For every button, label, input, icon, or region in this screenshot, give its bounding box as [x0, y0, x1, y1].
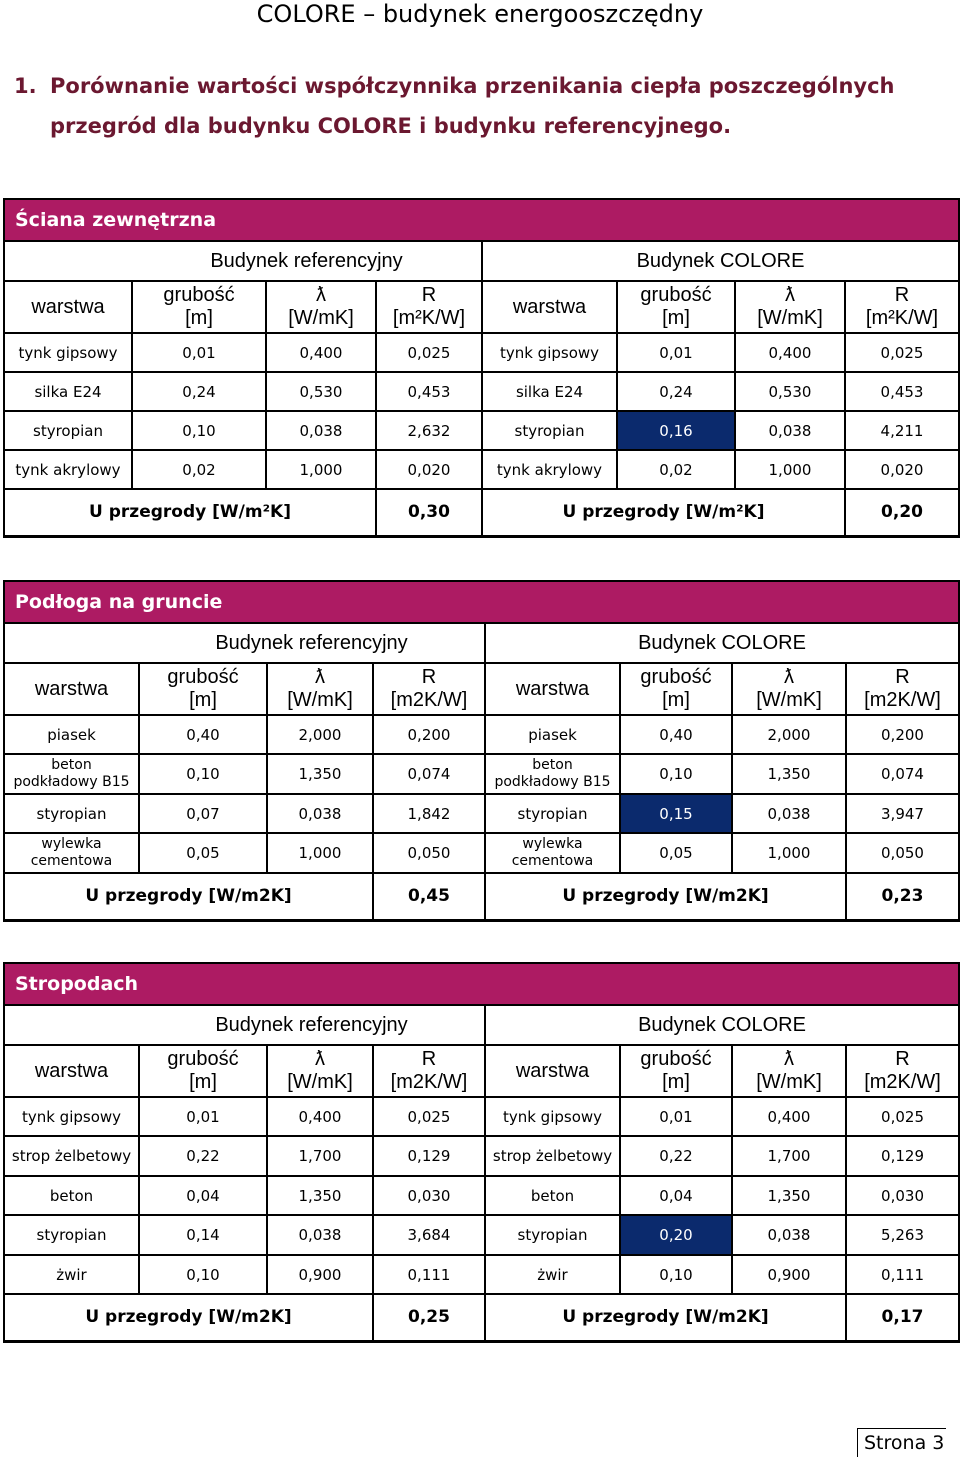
highlighted-value: 0,16	[617, 411, 735, 450]
col-thickness: grubość [m]	[139, 1045, 267, 1097]
u-label: U przegrody [W/m2K]	[485, 1294, 846, 1341]
u-value-colore: 0,20	[845, 489, 959, 536]
group-reference: Budynek referencyjny	[132, 241, 482, 281]
table-row: beton 0,04 1,350 0,030 beton 0,04 1,350 0,030	[4, 1176, 959, 1215]
table-wall	[3, 198, 960, 538]
u-label: U przegrody [W/m2K]	[4, 1294, 373, 1341]
table-row: wylewka cementowa 0,05 1,000 0,050 wylewka cementowa 0,05 1,000 0,050	[4, 833, 959, 873]
table-row: żwir 0,10 0,900 0,111 żwir 0,10 0,900 0,111	[4, 1255, 959, 1294]
u-value-reference: 0,45	[373, 873, 485, 920]
col-thickness: grubość [m]	[617, 281, 735, 333]
u-value-colore: 0,17	[846, 1294, 959, 1341]
total-row	[4, 489, 959, 536]
u-value-colore: 0,23	[846, 873, 959, 920]
col-lambda: ƛ [W/mK]	[267, 663, 373, 715]
table-title: Ściana zewnętrzna	[4, 199, 959, 241]
col-resistance: R [m²K/W]	[845, 281, 959, 333]
group-reference: Budynek referencyjny	[139, 1005, 485, 1045]
section-heading-text: Porównanie wartości współczynnika przenikania ciepła poszczególnych przegród dla budynku COLORE i budynku referencyjnego.	[50, 74, 895, 138]
col-layer: warstwa	[4, 1045, 139, 1097]
u-label: U przegrody [W/m2K]	[485, 873, 846, 920]
table-row: piasek 0,40 2,000 0,200 piasek 0,40 2,000 0,200	[4, 715, 959, 754]
col-resistance: R [m2K/W]	[846, 663, 959, 715]
page-title: COLORE – budynek energooszczędny	[256, 0, 704, 28]
u-label: U przegrody [W/m²K]	[4, 489, 376, 536]
table-roof	[3, 962, 960, 1343]
col-thickness: grubość [m]	[620, 663, 732, 715]
table-row: tynk gipsowy 0,01 0,400 0,025 tynk gipsowy 0,01 0,400 0,025	[4, 1097, 959, 1136]
table-row: tynk akrylowy 0,02 1,000 0,020 tynk akrylowy 0,02 1,000 0,020	[4, 450, 959, 489]
table-title: Stropodach	[4, 963, 959, 1005]
col-lambda: ƛ [W/mK]	[732, 1045, 846, 1097]
u-value-reference: 0,30	[376, 489, 482, 536]
col-thickness: grubość [m]	[132, 281, 266, 333]
col-lambda: ƛ [W/mK]	[266, 281, 376, 333]
col-resistance: R [m2K/W]	[373, 663, 485, 715]
u-label: U przegrody [W/m2K]	[4, 873, 373, 920]
highlighted-value: 0,15	[620, 794, 732, 833]
col-layer: warstwa	[485, 1045, 620, 1097]
col-thickness: grubość [m]	[139, 663, 267, 715]
u-label: U przegrody [W/m²K]	[482, 489, 845, 536]
table-row: silka E24 0,24 0,530 0,453 silka E24 0,24 0,530 0,453	[4, 372, 959, 411]
table-row: styropian 0,14 0,038 3,684 styropian 0,20 0,038 5,263	[4, 1215, 959, 1255]
group-reference: Budynek referencyjny	[139, 623, 485, 663]
group-colore: Budynek COLORE	[485, 1005, 959, 1045]
col-lambda: ƛ [W/mK]	[267, 1045, 373, 1097]
group-colore: Budynek COLORE	[482, 241, 959, 281]
col-layer: warstwa	[482, 281, 617, 333]
col-thickness: grubość [m]	[620, 1045, 732, 1097]
col-resistance: R [m2K/W]	[846, 1045, 959, 1097]
group-colore: Budynek COLORE	[485, 623, 959, 663]
col-lambda: ƛ [W/mK]	[735, 281, 845, 333]
total-row	[4, 1294, 959, 1341]
highlighted-value: 0,20	[620, 1215, 732, 1255]
page-number: Strona 3	[857, 1428, 946, 1457]
col-layer: warstwa	[485, 663, 620, 715]
u-value-reference: 0,25	[373, 1294, 485, 1341]
table-floor	[3, 580, 960, 922]
table-row: beton podkładowy B15 0,10 1,350 0,074 beton podkładowy B15 0,10 1,350 0,074	[4, 754, 959, 794]
col-layer: warstwa	[4, 663, 139, 715]
total-row	[4, 873, 959, 920]
table-row: styropian 0,10 0,038 2,632 styropian 0,16 0,038 4,211	[4, 411, 959, 450]
col-resistance: R [m²K/W]	[376, 281, 482, 333]
table-row: strop żelbetowy 0,22 1,700 0,129 strop żelbetowy 0,22 1,700 0,129	[4, 1136, 959, 1176]
table-row: tynk gipsowy 0,01 0,400 0,025 tynk gipsowy 0,01 0,400 0,025	[4, 333, 959, 372]
col-layer: warstwa	[4, 281, 132, 333]
table-title: Podłoga na gruncie	[4, 581, 959, 623]
col-lambda: ƛ [W/mK]	[732, 663, 846, 715]
col-resistance: R [m2K/W]	[373, 1045, 485, 1097]
section-number: 1.	[14, 74, 37, 98]
table-row: styropian 0,07 0,038 1,842 styropian 0,15 0,038 3,947	[4, 794, 959, 833]
